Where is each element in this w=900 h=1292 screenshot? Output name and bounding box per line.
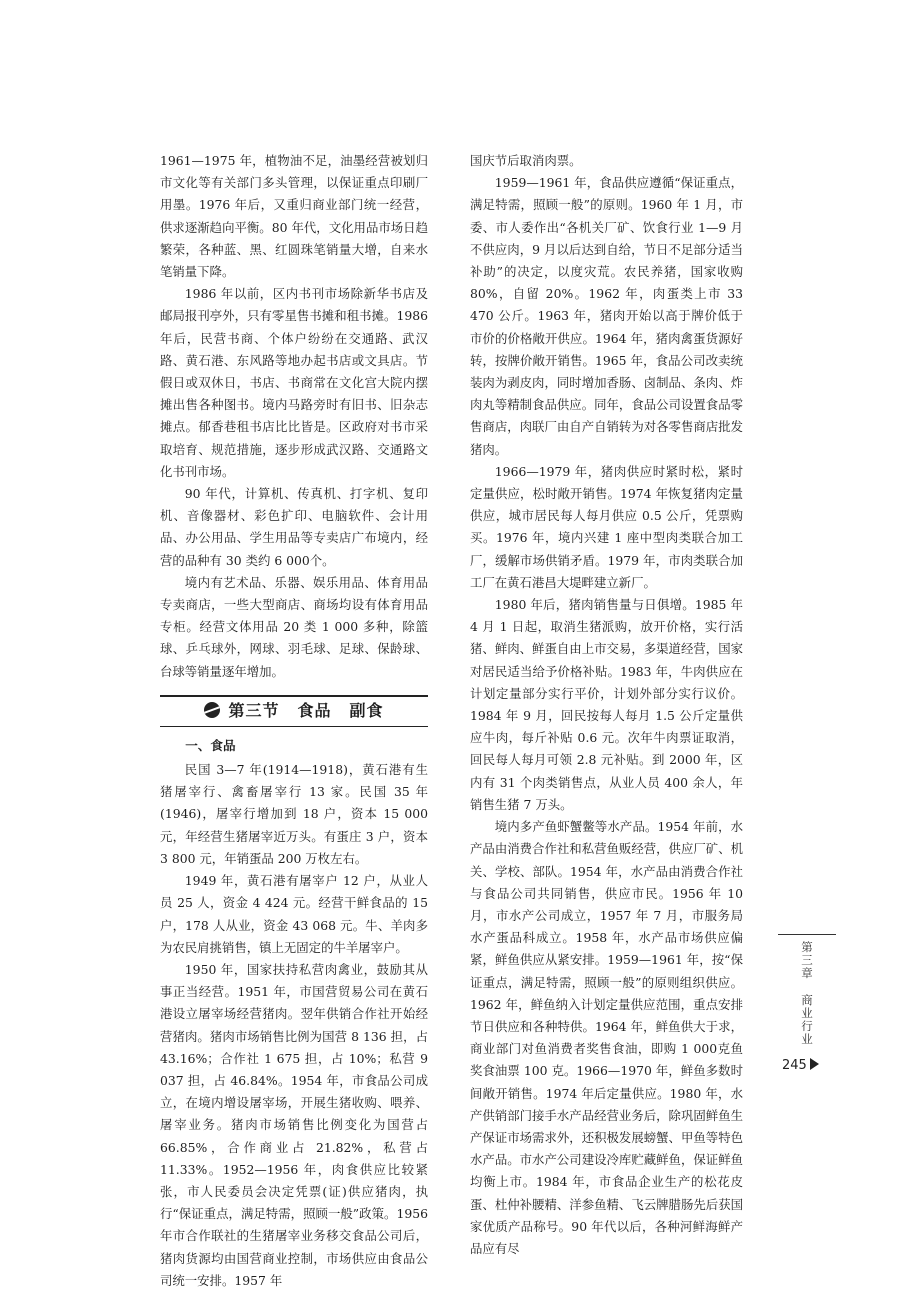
- subheading: 一、食品: [185, 737, 236, 753]
- right-column: [470, 150, 743, 1260]
- paragraph: 1949 年，黄石港有屠宰户 12 户，从业人员 25 人，资金 4 424 元。经营干鲜食品的 15 户，178 人从业，资金 43 068 元。牛、羊肉多为农民肩挑销售，镇上无固定的牛羊屠宰户。: [160, 873, 428, 955]
- paragraph: 1986 年以前，区内书刊市场除新华书店及邮局报刊亭外，只有零星售书摊和租书摊。1986 年后，民营书商、个体户纷纷在交通路、武汉路、黄石港、东风路等地办起书店或文具店。节假日或双休日，书店、书商常在文化宫大院内摆摊出售各种图书。境内马路旁时有旧书、旧杂志摊点。郁香巷租书店比比皆是。区政府对书市采取培育、规范措施，逐步形成武汉路、交通路文化书刊市场。: [160, 286, 428, 479]
- page-number-text: 245: [782, 1058, 807, 1073]
- left-paragraphs-after: [160, 759, 428, 1292]
- section-title-nonstaple: 副食: [349, 700, 384, 720]
- paragraph: 民国 3—7 年(1914—1918)，黄石港有生猪屠宰行、禽畜屠宰行 13 家。民国 35 年(1946)，屠宰行增加到 18 户，资本 15 000 元，年经营生猪屠宰近万头。有蛋庄 3 户，资本 3 800 元，年销蛋品 200 万枚左右。: [160, 762, 428, 866]
- paragraph: 境内多产鱼虾蟹鳖等水产品。1954 年前，水产品由消费合作社和私营鱼贩经营，供应厂矿、机关、学校、部队。1954 年，水产品由消费合作社与食品公司共同销售，供应市民。1956 年 10 月，市水产公司成立，1957 年 7 月，市服务局水产蛋品科成立。1958 年，水产品市场供应偏紧，鲜鱼供应从紧安排。1959—1961 年，按“保证重点，满足特需，照顾一般”的原则组织供应。1962 年，鲜鱼纳入计划定量供应范围，重点安排节日供应和各种特供。1964 年，鲜鱼供大于求，商业部门对鱼消费者奖售食油，即购 1 000克鱼奖食油票 100 克。1966—1970 年，鲜鱼多数时间敞开销售。1974 年后定量供应。1980 年，水产供销部门接手水产品经营业务后，除巩固鲜鱼生产保证市场需求外，还积极发展螃蟹、甲鱼等特色水产品。市水产公司建设冷库贮藏鲜鱼，保证鲜鱼均衡上市。1984 年，市食品企业生产的松花皮蛋、杜仲补腰精、洋参鱼精、飞云牌腊肠先后获国家优质产品称号。90 年代以后，各种河鲜海鲜产品应有尽: [470, 819, 743, 1256]
- section-emblem-icon: [204, 702, 220, 718]
- paragraph: 1959—1961 年，食品供应遵循“保证重点，满足特需，照顾一般”的原则。1960 年 1 月，市委、市人委作出“各机关厂矿、饮食行业 1—9 月不供应肉，9 月以后达到自给，节日不足部分适当补助”的决定，以度灾荒。农民养猪，国家收购 80%，自留 20%。1962 年，肉蛋类上市 33 470 公斤。1963 年，猪肉开始以高于牌价低于市价的价格敞开供应。1964 年，猪肉禽蛋货源好转，按牌价敞开销售。1965 年，食品公司改卖统装肉为剥皮肉，同时增加香肠、卤制品、条肉、炸肉丸等精制食品供应。同年，食品公司设置食品零售商店，肉联厂由自产自销转为对各零售商店批发猪肉。: [470, 175, 743, 457]
- left-paragraphs-before: [160, 150, 428, 683]
- paragraph: 1961—1975 年，植物油不足，油墨经营被划归市文化等有关部门多头管理，以保证重点印刷厂用墨。1976 年后，又重归商业部门统一经营，供求逐渐趋向平衡。80 年代，文化用品市场日趋繁荣，各种蓝、黑、红圆珠笔销量大增，自来水笔销量下降。: [160, 153, 428, 280]
- chapter-name: 商业行业: [801, 993, 813, 1046]
- section-heading: [160, 695, 428, 727]
- page-arrow-icon: [810, 1058, 819, 1070]
- section-title-food: 食品: [297, 700, 332, 720]
- page-number: [782, 1058, 819, 1073]
- paragraph: 90 年代，计算机、传真机、打字机、复印机、音像器材、彩色扩印、电脑软件、会计用品、办公用品、学生用品等专卖店广布境内，经营的品种有 30 类约 6 000个。: [160, 486, 428, 568]
- chapter-side-tab: [778, 934, 836, 1046]
- paragraph: 境内有艺术品、乐器、娱乐用品、体育用品专卖商店，一些大型商店、商场均设有体育用品专柜。经营文体用品 20 类 1 000 多种，除篮球、乒乓球外，网球、羽毛球、足球、保龄球、台球等销量逐年增加。: [160, 574, 428, 679]
- paragraph: 1980 年后，猪肉销售量与日俱增。1985 年 4 月 1 日起，取消生猪派购，放开价格，实行活猪、鲜肉、鲜蛋自由上市交易，多渠道经营，国家对居民适当给予价格补贴。1983 年，牛肉供应在计划定量部分实行平价，计划外部分实行议价。1984 年 9 月，回民按每人每月 1.5 公斤定量供应牛肉，每斤补贴 0.6 元。次年牛肉票证取消，回民每人每月可领 2.8 元补贴。到 2000 年，区内有 31 个肉类销售点，从业人员 400 余人，年销售生猪 7 万头。: [470, 597, 743, 812]
- paragraph: 1950 年，国家扶持私营肉禽业，鼓励其从事正当经营。1951 年，市国营贸易公司在黄石港设立屠宰场经营猪肉。翌年供销合作社开始经营猪肉。猪肉市场销售比例为国营 8 136 担，占 43.16%；合作社 1 675 担，占 10%；私营 9 037 担，占 46.84%。1954 年，市食品公司成立，在境内增设屠宰场，开展生猪收购、喂养、屠宰业务。猪肉市场销售比例变化为国营占 66.85%，合作商业占 21.82%，私营占 11.33%。1952—1956 年，肉食供应比较紧张，市人民委员会决定凭票(证)供应猪肉，执行“保证重点，满足特需，照顾一般”政策。1956 年市合作联社的生猪屠宰业务移交食品公司后，猪肉货源均由国营商业控制，市场供应由食品公司统一安排。1957 年: [160, 961, 428, 1288]
- side-tab-rule: [778, 934, 836, 935]
- paragraph: 1966—1979 年，猪肉供应时紧时松，紧时定量供应，松时敞开销售。1974 年恢复猪肉定量供应，城市居民每人每月供应 0.5 公斤，凭票购买。1976 年，境内兴建 1 座中型肉类联合加工厂，缓解市场供销矛盾。1979 年，市肉类联合加工厂在黄石港昌大堤畔建立新厂。: [470, 463, 743, 590]
- section-number: 第三节: [228, 700, 280, 720]
- heading-rule-top: [160, 695, 428, 697]
- paragraph: 国庆节后取消肉票。: [470, 153, 582, 168]
- left-column: [160, 150, 428, 1292]
- heading-rule-bottom: [160, 726, 428, 727]
- chapter-label: 第三章: [801, 940, 813, 980]
